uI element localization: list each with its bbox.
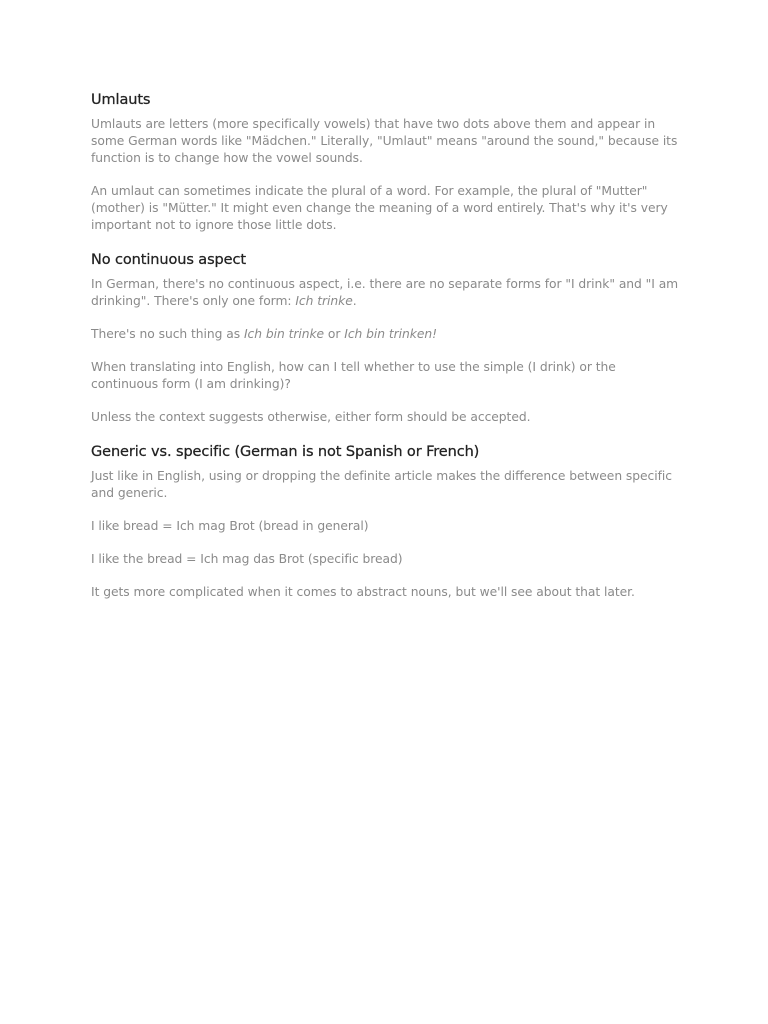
section-heading: Umlauts: [91, 92, 151, 108]
paragraph: [91, 518, 681, 535]
paragraph-text: An umlaut can sometimes indicate the plural of a word. For example, the plural of "Mutter" (mother) is "Mütter." It might even change the meaning of a word entirely. That's why it's very important not to ignore those little dots.: [91, 184, 668, 232]
paragraph: [91, 183, 681, 234]
german-example: Ich bin trinke: [243, 327, 325, 341]
section-umlauts: [91, 90, 681, 234]
paragraph-text: I like bread = Ich mag Brot (bread in general): [91, 519, 369, 533]
paragraph-text: Just like in English, using or dropping the definite article makes the difference between specific and generic.: [91, 469, 672, 500]
section-heading: No continuous aspect: [91, 252, 246, 268]
paragraph-text: There's no such thing as: [91, 327, 244, 341]
paragraph-text: or: [324, 327, 345, 341]
paragraph: [91, 276, 681, 310]
german-example: Ich trinke: [295, 294, 353, 308]
paragraph: [91, 409, 681, 426]
document-page: [91, 90, 681, 617]
paragraph-text: Unless the context suggests otherwise, either form should be accepted.: [91, 410, 531, 424]
paragraph-text: I like the bread = Ich mag das Brot (specific bread): [91, 552, 403, 566]
paragraph: [91, 359, 681, 393]
paragraph-text: Umlauts are letters (more specifically vowels) that have two dots above them and appear in some German words like "Mädchen." Literally, "Umlaut" means "around the sound," because its function is to change how the vowel sounds.: [91, 117, 678, 165]
paragraph-text: .: [352, 294, 357, 308]
paragraph-text: In German, there's no continuous aspect, i.e. there are no separate forms for "I drink" and "I am drinking". There's only one form:: [91, 277, 679, 308]
paragraph-text: When translating into English, how can I tell whether to use the simple (I drink) or the continuous form (I am drinking)?: [91, 360, 616, 391]
section-no-continuous-aspect: [91, 250, 681, 426]
section-generic-vs-specific: [91, 442, 681, 601]
section-heading: Generic vs. specific (German is not Spanish or French): [91, 444, 480, 460]
paragraph: [91, 468, 681, 502]
paragraph: [91, 584, 681, 601]
paragraph: [91, 326, 681, 343]
paragraph-text: It gets more complicated when it comes to abstract nouns, but we'll see about that later.: [91, 585, 635, 599]
paragraph: [91, 116, 681, 167]
paragraph: [91, 551, 681, 568]
german-example: Ich bin trinken!: [344, 327, 437, 341]
